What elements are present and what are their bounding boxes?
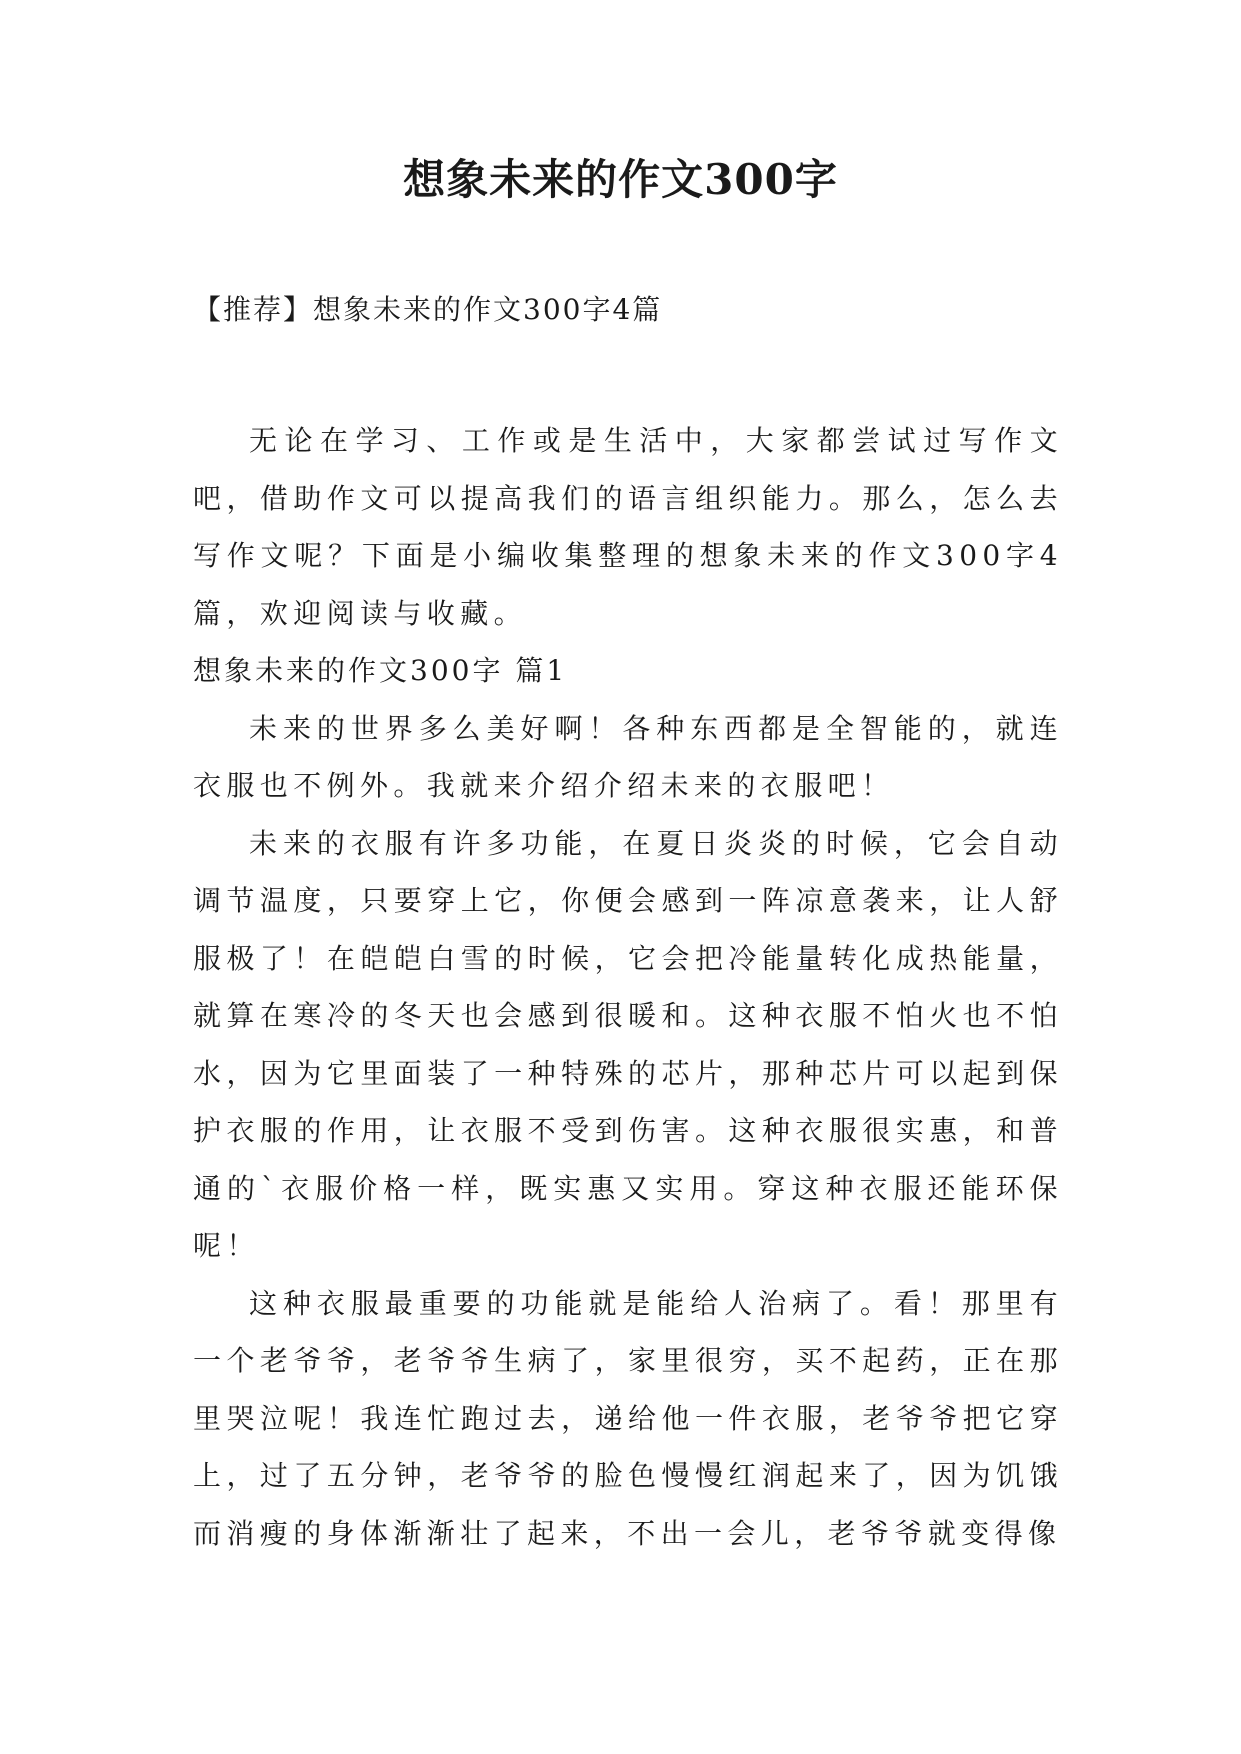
body-paragraph: 这种衣服最重要的功能就是能给人治病了。看！那里有一个老爷爷，老爷爷生病了，家里很穷，买不起药，正在那里哭泣呢！我连忙跑过去，递给他一件衣服，老爷爷把它穿上，过了五分钟，老爷爷的脸色慢慢红润起来了，因为饥饿而消瘦的身体渐渐壮了起来，不出一会儿，老爷爷就变得像 (193, 1286, 1063, 1550)
document-body (193, 290, 1063, 1562)
document-subtitle: 【推荐】想象未来的作文300字4篇 (193, 293, 663, 326)
body-paragraph: 未来的衣服有许多功能，在夏日炎炎的时候，它会自动调节温度，只要穿上它，你便会感到一阵凉意袭来，让人舒服极了！在皑皑白雪的时候，它会把冷能量转化成热能量，就算在寒冷的冬天也会感到很暖和。这种衣服不怕火也不怕水，因为它里面装了一种特殊的芯片，那种芯片可以起到保护衣服的作用，让衣服不受到伤害。这种衣服很实惠，和普通的`衣服价格一样，既实惠又实用。穿这种衣服还能环保呢！ (193, 826, 1063, 1262)
paragraph-list (193, 412, 1063, 1562)
document-title: 想象未来的作文300字 (403, 155, 838, 204)
intro-paragraph: 无论在学习、工作或是生活中，大家都尝试过写作文吧，借助作文可以提高我们的语言组织能力。那么，怎么去写作文呢？下面是小编收集整理的想象未来的作文300字4篇，欢迎阅读与收藏。 (193, 424, 1063, 630)
section-heading: 想象未来的作文300字 篇1 (193, 654, 568, 687)
body-paragraph: 未来的世界多么美好啊！各种东西都是全智能的，就连衣服也不例外。我就来介绍介绍未来的衣服吧！ (193, 711, 1063, 802)
